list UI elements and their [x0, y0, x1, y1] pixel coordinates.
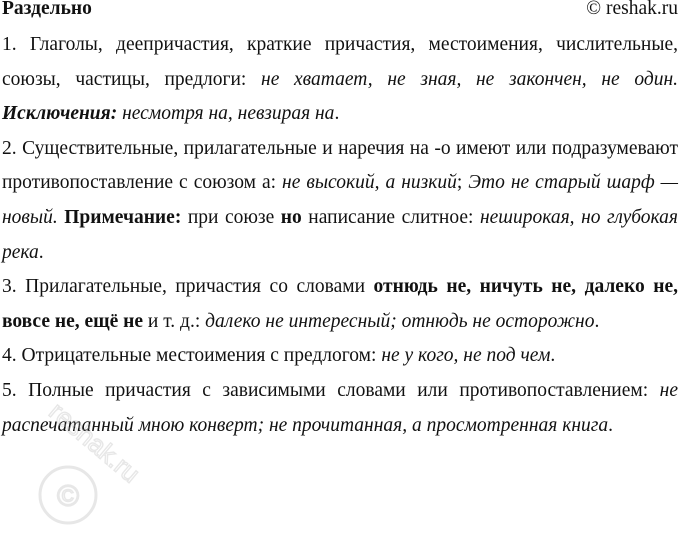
watermark-text: reshak.ru	[43, 400, 146, 489]
rule-text: Отрицательные местоимения с предлогом:	[21, 345, 382, 367]
rule-examples: не у кого, не под чем	[381, 345, 551, 367]
note-label: Примечание:	[64, 206, 182, 228]
rule-number: 2.	[2, 137, 17, 159]
rule-text: и т. д.:	[143, 310, 206, 332]
rule-text: Полные причастия с зависимыми словами или противопоставлением:	[28, 379, 660, 401]
note-text: при союзе	[181, 206, 281, 228]
rule-examples: не хватает, не зная, не закончен, не один.	[261, 68, 678, 90]
rule-text: Глаголы, деепричастия, краткие причастия, местоимения, числительные, союзы, частицы, предлоги:	[2, 34, 679, 90]
note-example: неширокая, но глубокая река	[2, 206, 678, 263]
section-title: Раздельно	[2, 0, 92, 19]
punctuation: ;	[456, 172, 469, 194]
punctuation: .	[38, 241, 44, 263]
rule-1	[2, 28, 678, 132]
punctuation: .	[608, 414, 613, 436]
rule-number: 3.	[2, 276, 17, 298]
rule-bold-words: отнюдь не, ничуть не, далеко не, вовсе не, ещё не	[2, 276, 678, 332]
watermark-symbol: ©	[56, 480, 80, 513]
rule-examples-2: Это не старый шарф — новый.	[2, 172, 678, 228]
rule-number: 5.	[2, 379, 17, 401]
punctuation: .	[594, 310, 600, 332]
rule-examples: не высокий, а низкий	[282, 172, 457, 194]
punctuation: .	[550, 345, 556, 367]
rule-examples: далеко не интересный; отнюдь не осторожно	[205, 310, 595, 332]
rule-number: 4.	[2, 345, 17, 367]
rule-number: 1.	[2, 34, 17, 55]
rule-2	[2, 132, 678, 270]
rule-examples: не распечатанный мною конверт; не прочитанная, а просмотренная книга	[2, 379, 678, 436]
rule-5	[2, 374, 678, 443]
source-credit: © reshak.ru	[586, 0, 678, 19]
rule-3	[2, 270, 678, 339]
rule-4	[2, 339, 678, 374]
exception-text: несмотря на, невзирая на	[122, 103, 335, 125]
rule-text: Прилагательные, причастия со словами	[25, 276, 374, 298]
note-text: написание слитное:	[301, 206, 480, 228]
rules-document	[2, 28, 678, 443]
exception-label: Исключения:	[2, 103, 118, 125]
note-bold-word: но	[280, 206, 302, 228]
rule-text: Существительные, прилагательные и наречия на -о имеют или подразумевают противопоставление с союзом а:	[2, 137, 678, 194]
punctuation: .	[334, 103, 340, 125]
page-header	[2, 0, 678, 24]
